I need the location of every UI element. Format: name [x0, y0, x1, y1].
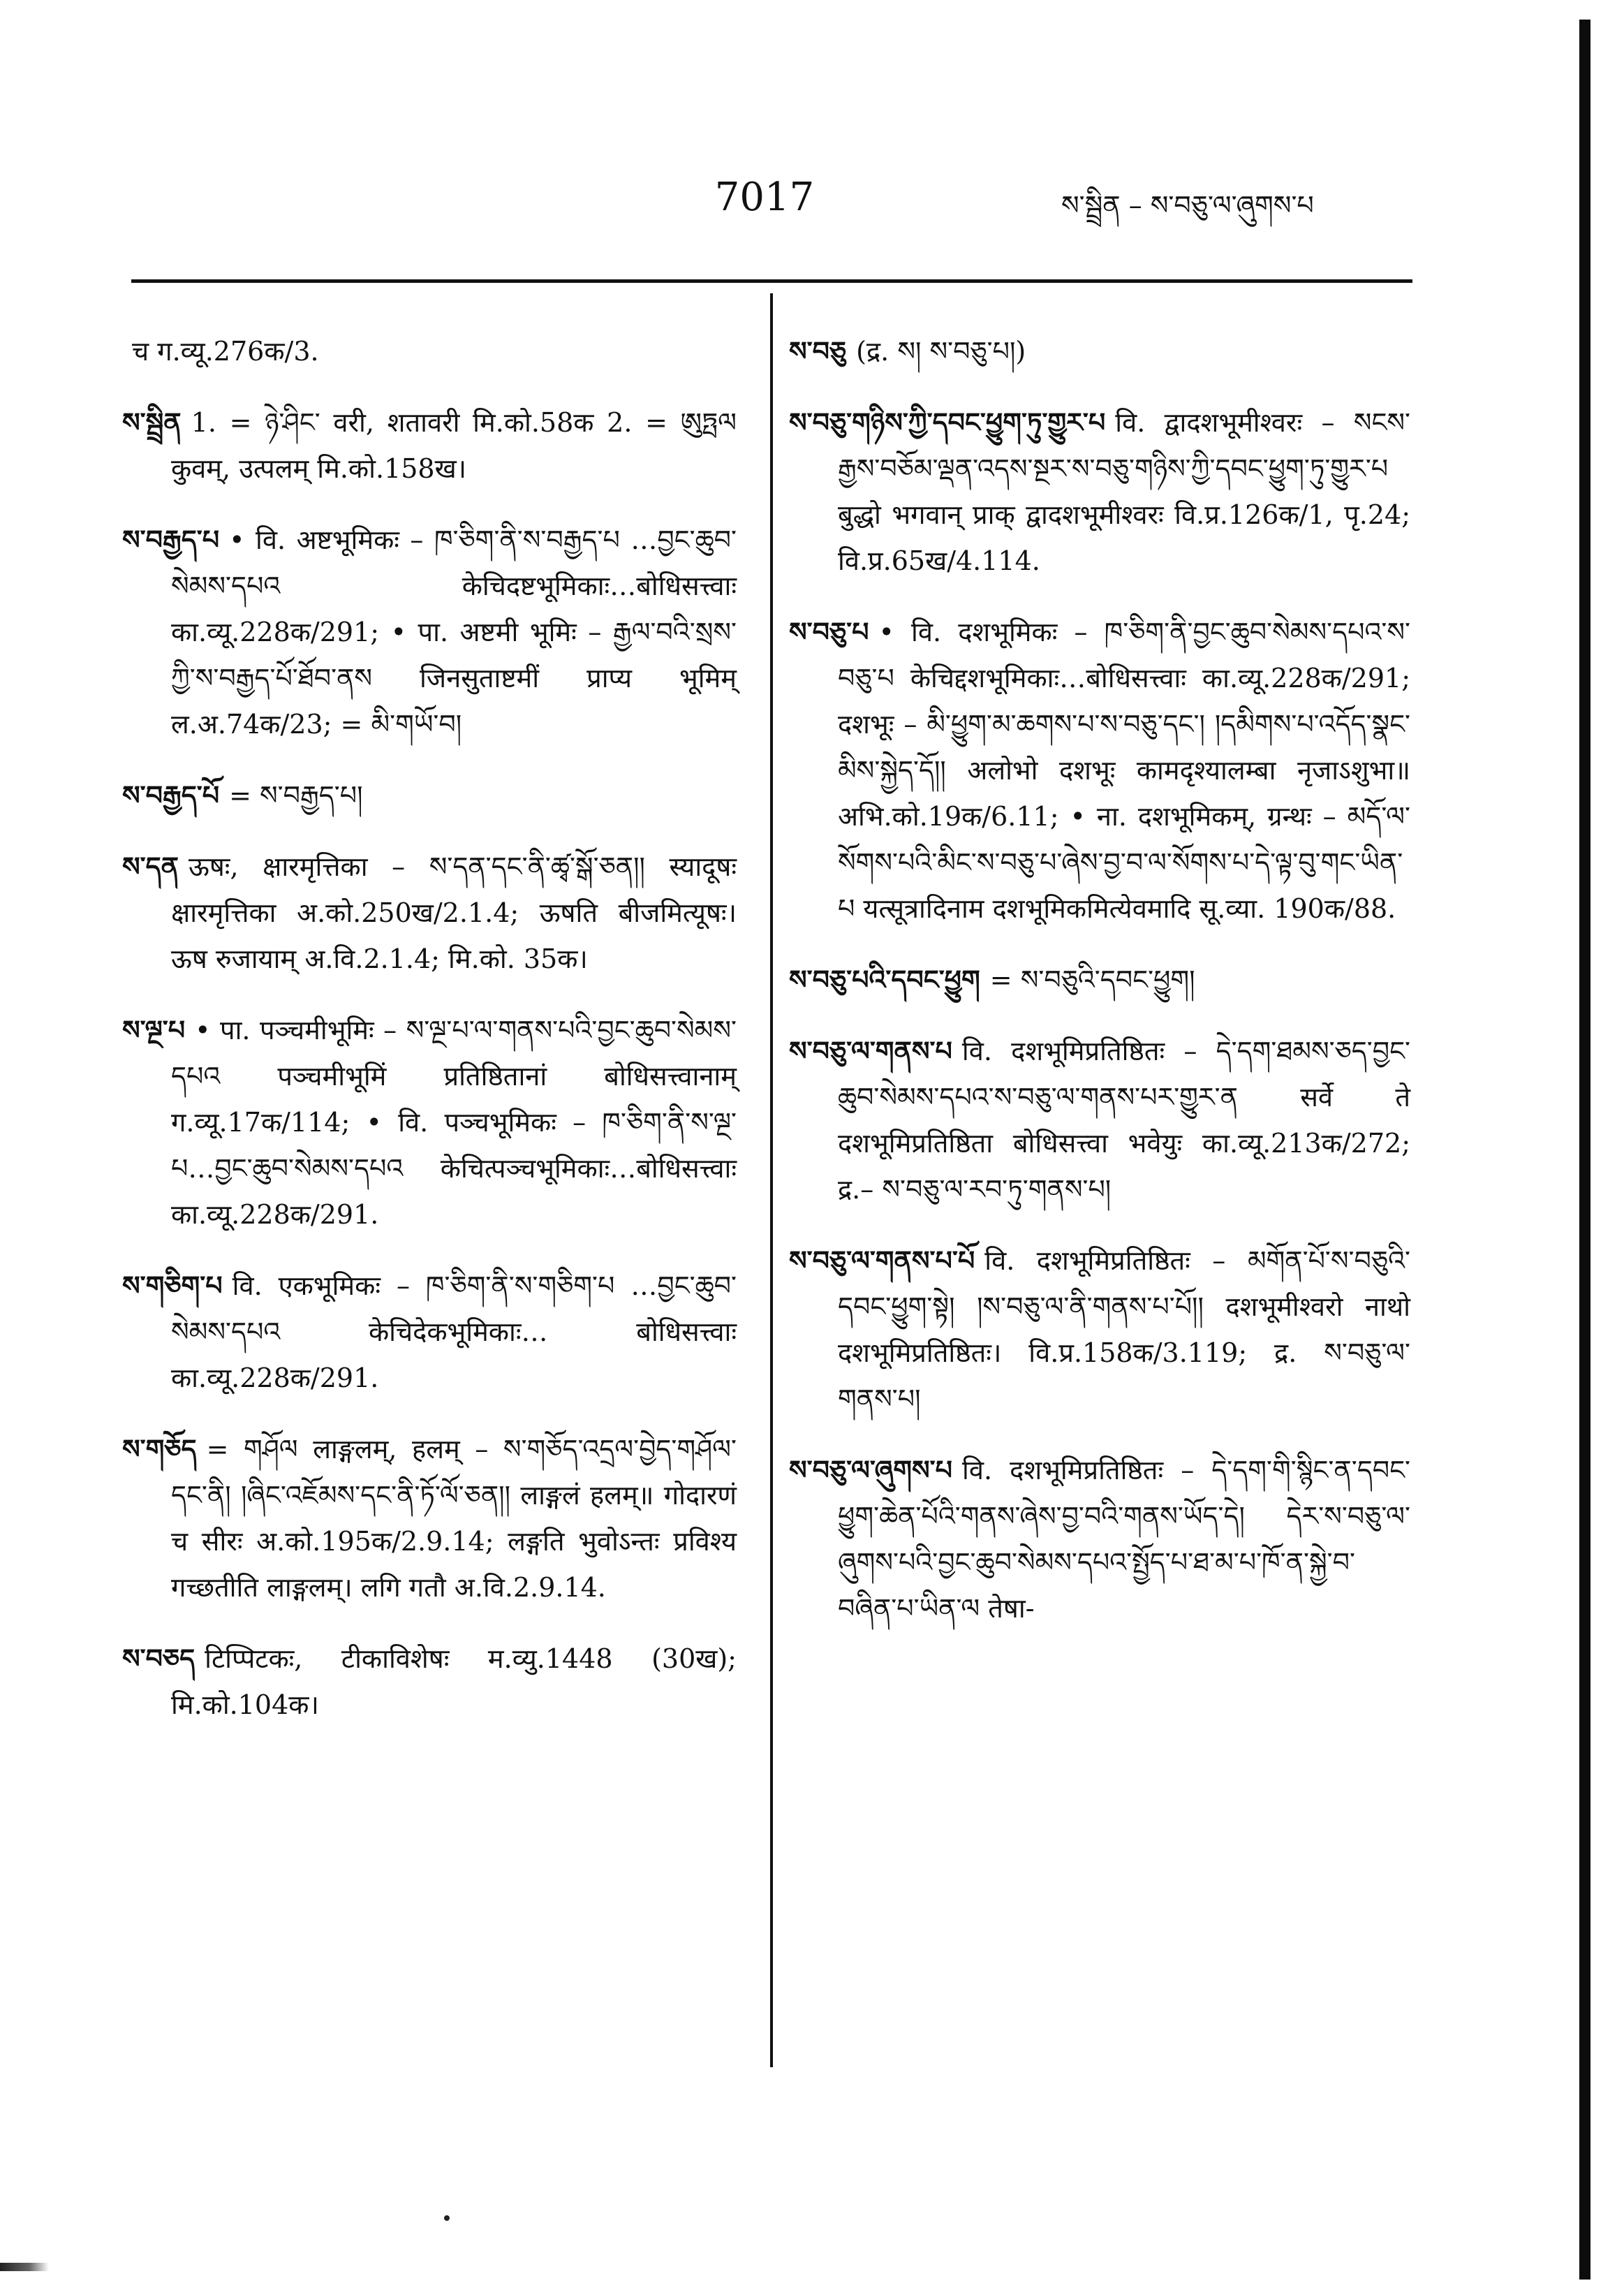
- entry-text: = གཤོལ लाङ्गलम्, हलम् – ས་གཅོད་འདྲལ་བྱེད་གཤོལ་དང་ནི། །ཞིང་འཇོམས་དང་ནི་ཏོ་ལོ་ཅན།། लाङ्गलं हलम्॥ गोदारणं च सीरः अ.को.195क/2.9.14; लङ्गति भुवोऽन्तः प्रविश्य गच्छतीति लाङ्गलम्। लगि गतौ अ.वि.2.9.14.: [171, 1434, 737, 1603]
- dictionary-entry: [122, 517, 737, 747]
- dictionary-entry: [122, 328, 737, 374]
- dictionary-entry: [789, 1238, 1410, 1422]
- dictionary-entry: [122, 1636, 737, 1728]
- dictionary-entry: [789, 957, 1410, 1003]
- dictionary-entry: [789, 399, 1410, 584]
- entry-text: = ས་བཅུའི་དབང་ཕྱུག།: [989, 964, 1195, 995]
- entry-text: • पा. पञ्चमीभूमिः – ས་ལྔ་པ་ལ་གནས་པའི་བྱང་ཆུབ་སེམས་དཔའ पञ्चमीभूमिं प्रतिष्ठितानां बोधिसत्त्वानाम् ग.व्यू.17क/114; • वि. पञ्चभूमिकः – ཁ་ཅིག་ནི་ས་ལྔ་པ…བྱང་ཆུབ་སེམས་དཔའ केचित्पञ्चभूमिकाः…बोधिसत्त्वाः का.व्यू.228क/291.: [171, 1015, 737, 1230]
- entry-headword: ས་བཅུ་ལ་གནས་པ: [789, 1035, 952, 1066]
- entry-text: वि. एकभूमिकः – ཁ་ཅིག་ནི་ས་གཅིག་པ …བྱང་ཆུབ་སེམས་དཔའ केचिदेकभूमिकाः… बोधिसत्त्वाः का.व्यू.228क/291.: [171, 1270, 737, 1393]
- dictionary-entry: [122, 1426, 737, 1610]
- header-guide-words: ས་སྦྲིན – ས་བཅུ་ལ་ཞུགས་པ: [1061, 190, 1314, 221]
- entry-headword: ས་བཅུ་པའི་དབང་ཕྱུག: [789, 964, 980, 995]
- entry-headword: ས་བཅུ་ལ་ཞུགས་པ: [789, 1454, 953, 1485]
- entry-headword: ས་བཅུ་གཉིས་ཀྱི་དབང་ཕྱུག་ཏུ་གྱུར་པ: [789, 406, 1106, 438]
- entry-text: ऊषः, क्षारमृत्तिका – ས་དན་དང་ནི་ཚྭ་སྒོ་ཅན།། स्यादूषः क्षारमृत्तिका अ.को.250ख/2.1.4; ऊषति बीजमित्यूषः। ऊष रुजायाम् अ.वि.2.1.4; मि.को. 35क।: [171, 851, 737, 974]
- scan-artifact: [0, 2263, 49, 2271]
- entry-text: च ग.व्यू.276क/3.: [132, 336, 319, 367]
- entry-headword: ས་གཅིག་པ: [122, 1270, 223, 1301]
- entry-text: • वि. दशभूमिकः – ཁ་ཅིག་ནི་བྱང་ཆུབ་སེམས་དཔའ་ས་བཅུ་པ केचिद्दशभूमिकाः…बोधिसत्त्वाः का.व्यू.228क/291; दशभूः – མི་ཕྱུག་མ་ཆགས་པ་ས་བཅུ་དང་། །དམིགས་པ་འདོད་སྣང་མིས་སྐྱེད་དོ།། अलोभो दशभूः कामदृश्यालम्बा नृजाऽशुभा॥ अभि.को.19क/6.11; • ना. दशभूमिकम्, ग्रन्थः – མདོ་ལ་སོགས་པའི་མིང་ས་བཅུ་པ་ཞེས་བྱ་བ་ལ་སོགས་པ་དེ་ལྟ་བུ་གང་ཡིན་པ यत्सूत्रादिनाम दशभूमिकमित्येवमादि सू.व्या. 190क/88.: [838, 617, 1410, 924]
- entry-headword: ས་བརྒྱད་པ: [122, 524, 220, 555]
- dictionary-entry: [789, 1028, 1410, 1212]
- dictionary-entry: [122, 844, 737, 982]
- left-column: [122, 328, 737, 1753]
- dictionary-entry: [122, 399, 737, 492]
- entry-text: वि. दशभूमिप्रतिष्ठितः – དེ་དག་གི་སྙིང་ན་དབང་ཕྱུག་ཆེན་པོའི་གནས་ཞེས་བྱ་བའི་གནས་ཡོད་དེ། དེར་ས་བཅུ་ལ་ཞུགས་པའི་བྱང་ཆུབ་སེམས་དཔའ་སྤྱོད་པ་ཐ་མ་པ་ཁོ་ན་སྐྱེ་བ་བཞིན་པ་ཡིན་ལ तेषा-: [838, 1455, 1410, 1624]
- dictionary-entry: [122, 1263, 737, 1401]
- entry-headword: ས་བརྒྱད་པོ: [122, 779, 220, 811]
- dictionary-entry: [122, 772, 737, 819]
- entry-text: 1. = ཉེ་ཤིང་ वरी, शतावरी मि.को.58क 2. = ཨུཏྤལ कुवम्, उत्पलम् मि.को.158ख।: [171, 407, 737, 484]
- entry-text: वि. दशभूमिप्रतिष्ठितः – མགོན་པོ་ས་བཅུའི་དབང་ཕྱུག་སྟེ། །ས་བཅུ་ལ་ནི་གནས་པ་པོ།། दशभूमीश्वरो नाथो दशभूमिप्रतिष्ठितः। वि.प्र.158क/3.119; द्र. ས་བཅུ་ལ་གནས་པ།: [838, 1245, 1410, 1414]
- entry-headword: ས་སྦྲིན: [122, 406, 182, 438]
- entry-headword: ས་བཅུ་པ: [789, 616, 869, 647]
- entry-text: वि. दशभूमिप्रतिष्ठितः – དེ་དག་ཐམས་ཅད་བྱང་ཆུབ་སེམས་དཔའ་ས་བཅུ་ལ་གནས་པར་གྱུར་ན सर्वे ते दशभूमिप्रतिष्ठिता बोधिसत्त्वा भवेयुः का.व्यू.213क/272; द्र.– ས་བཅུ་ལ་རབ་ཏུ་གནས་པ།: [838, 1036, 1410, 1205]
- scan-speck: [444, 2215, 450, 2221]
- entry-text: वि. द्वादशभूमीश्वरः – སངས་རྒྱས་བཅོམ་ལྡན་འདས་སྔར་ས་བཅུ་གཉིས་ཀྱི་དབང་ཕྱུག་ཏུ་གྱུར་པ बुद्धो भगवान् प्राक् द्वादशभूमीश्वरः वि.प्र.126क/1, पृ.24; वि.प्र.65ख/4.114.: [838, 407, 1410, 576]
- entry-headword: ས་བཅད: [122, 1643, 195, 1674]
- dictionary-entry: [789, 1447, 1410, 1631]
- right-column: [789, 328, 1410, 1657]
- entry-text: • वि. अष्टभूमिकः – ཁ་ཅིག་ནི་ས་བརྒྱད་པ …བྱང་ཆུབ་སེམས་དཔའ केचिदष्टभूमिकाः…बोधिसत्त्वाः का.व्यू.228क/291; • पा. अष्टमी भूमिः – རྒྱལ་བའི་སྲས་ཀྱི་ས་བརྒྱད་པོ་ཐོབ་ནས जिनसुताष्टमीं प्राप्य भूमिम् ल.अ.74क/23; = མི་གཡོ་བ།: [171, 524, 737, 740]
- page-number: 7017: [714, 175, 815, 220]
- entry-headword: ས་བཅུ་ལ་གནས་པ་པོ: [789, 1245, 975, 1276]
- entry-text: = ས་བརྒྱད་པ།: [229, 780, 363, 811]
- entry-headword: ས་ལྔ་པ: [122, 1014, 186, 1045]
- dictionary-entry: [122, 1007, 737, 1238]
- dictionary-entry: [789, 609, 1410, 932]
- column-divider: [770, 293, 773, 2067]
- entry-headword: ས་བཅུ: [789, 335, 847, 367]
- entry-text: (द्र. ས། ས་བཅུ་པ།): [856, 336, 1026, 367]
- entry-headword: ས་དན: [122, 851, 179, 882]
- entry-text: टिप्पिटकः, टीकाविशेषः म.व्यु.1448 (30ख); मि.को.104क।: [171, 1643, 737, 1720]
- dictionary-entry: [789, 328, 1410, 374]
- entry-headword: ས་གཅོད: [122, 1433, 197, 1465]
- page-edge-border: [1579, 20, 1590, 2280]
- header-rule: [131, 279, 1412, 283]
